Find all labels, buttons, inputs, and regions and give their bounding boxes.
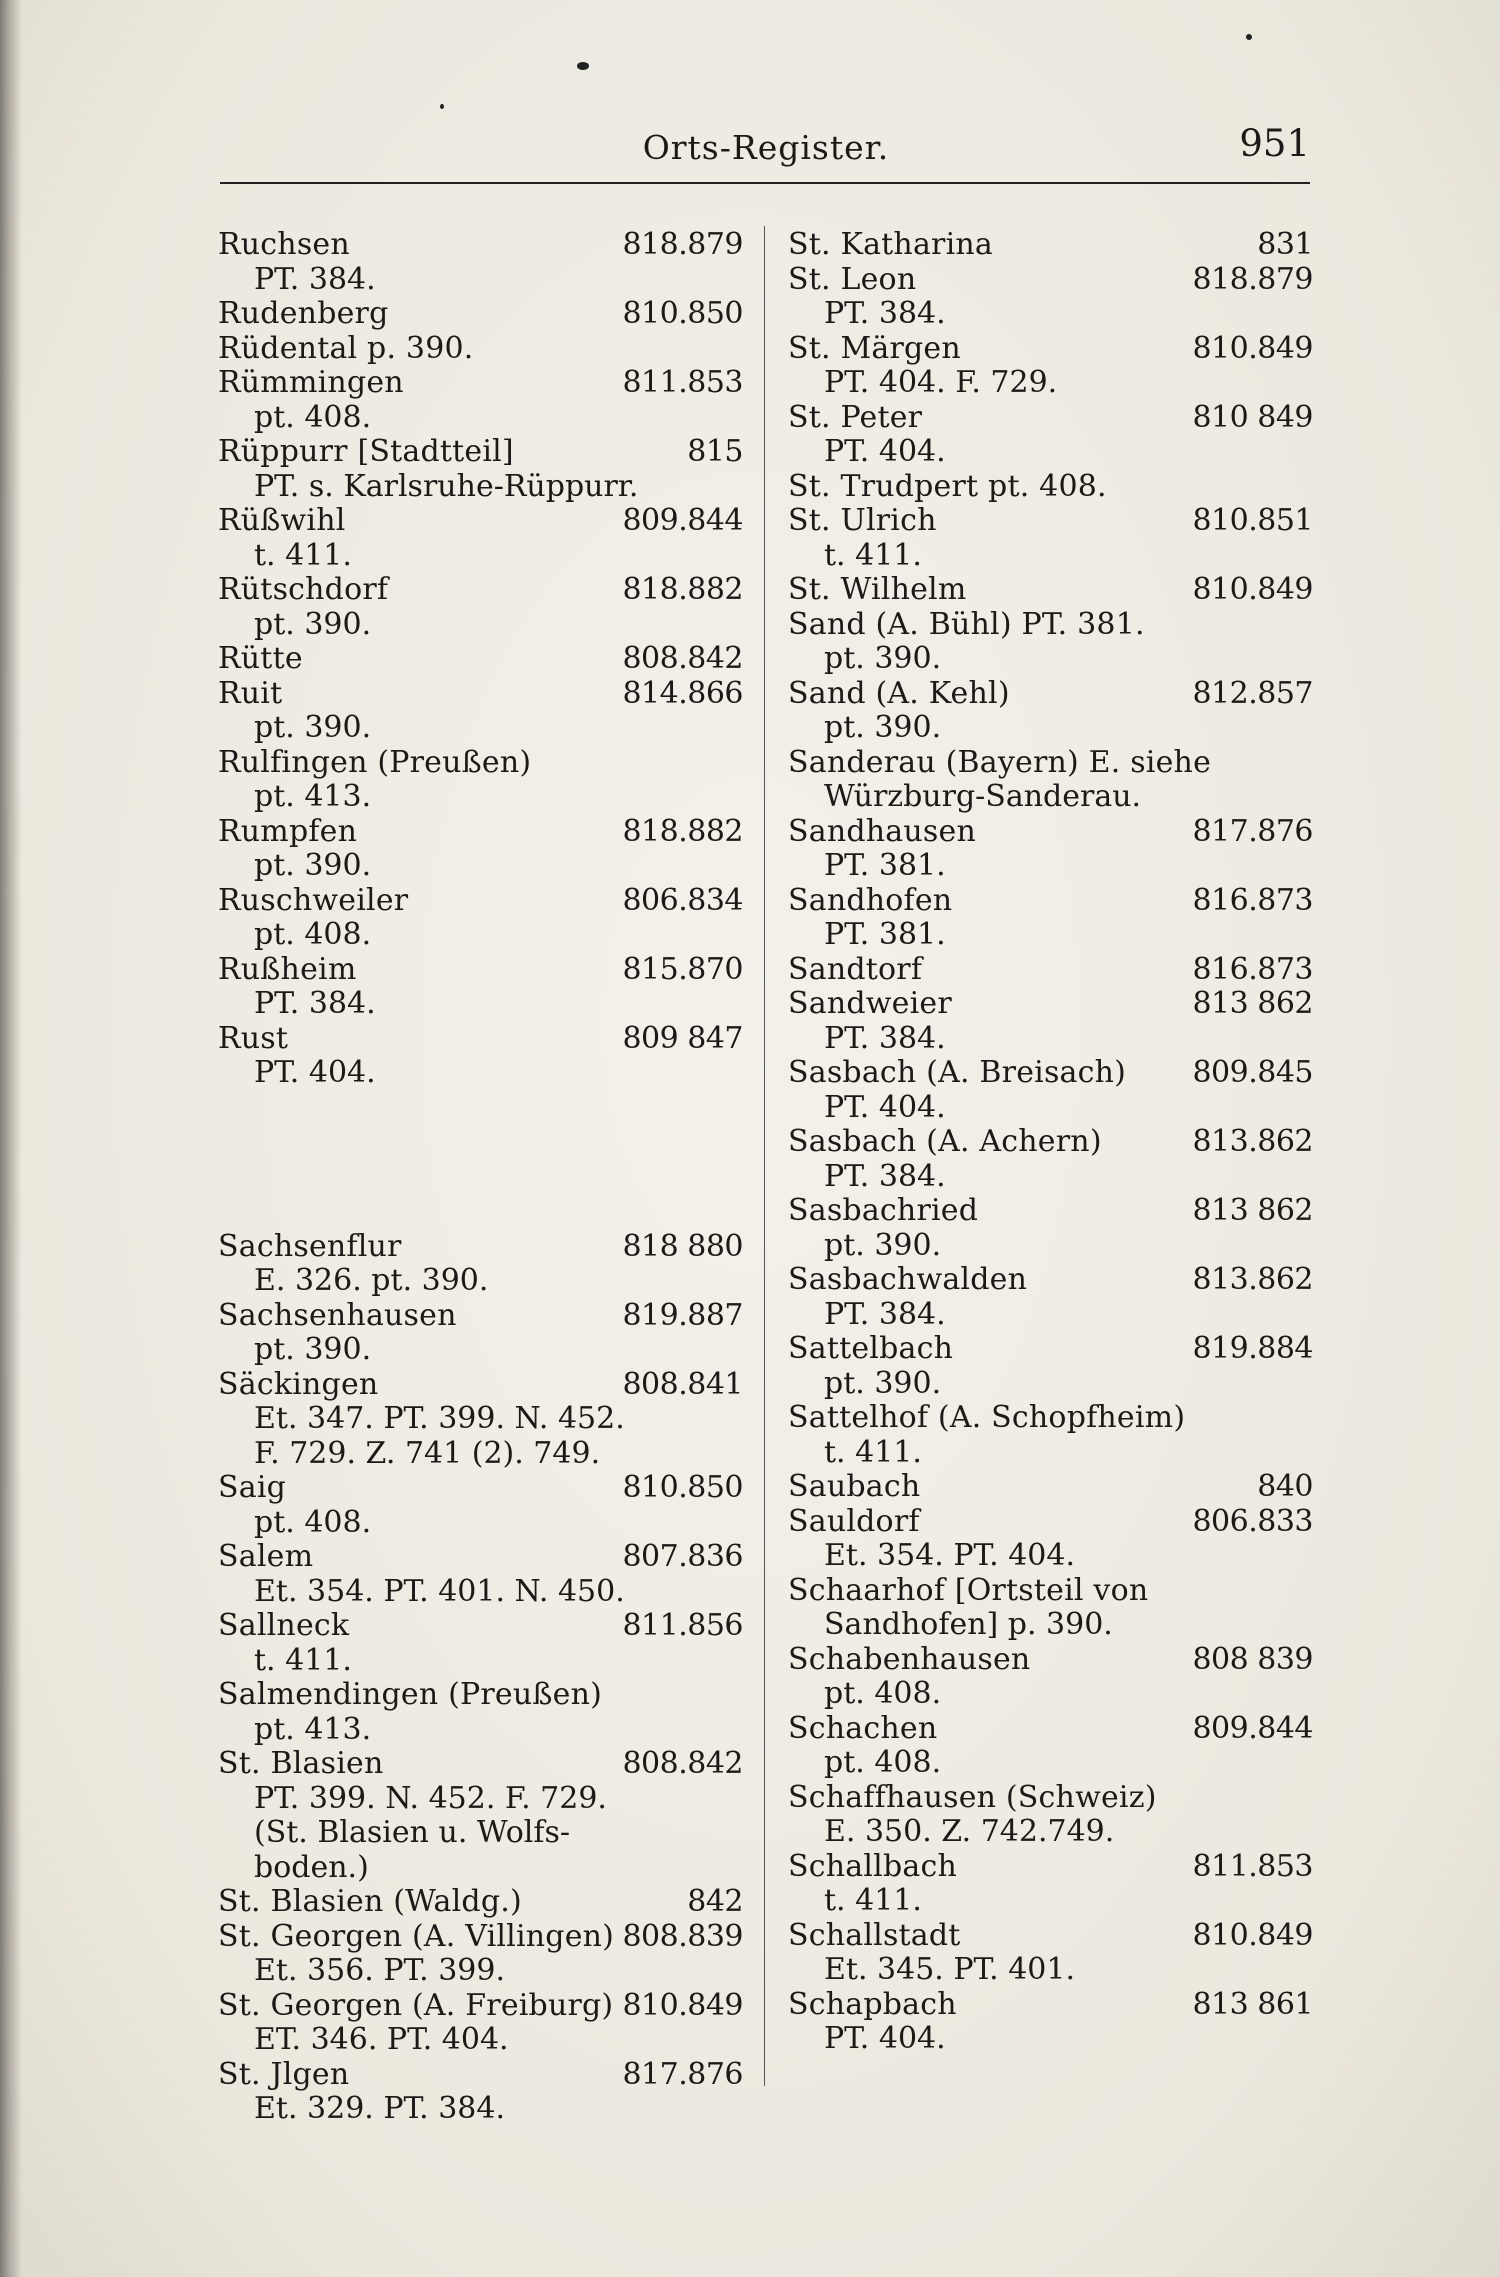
entry-page-numbers: 810.849 — [622, 1987, 743, 2023]
register-entry — [218, 1299, 743, 1368]
entry-reference-line: Et. 356. PT. 399. — [254, 1953, 506, 1988]
register-entry — [788, 746, 1313, 815]
register-entry — [788, 1332, 1313, 1401]
entry-main-line — [788, 746, 1313, 781]
entry-reference-line: PT. 384. — [254, 986, 376, 1021]
entry-main-line — [218, 2058, 743, 2093]
entry-page-numbers: 816.873 — [1192, 951, 1313, 987]
ink-speck — [577, 62, 589, 70]
place-name: St. Georgen (A. Villingen) — [218, 1918, 615, 1954]
entry-reference-line: t. 411. — [824, 537, 922, 573]
entry-page-numbers: 816.873 — [1192, 882, 1313, 918]
entry-reference-line: pt. 408. — [254, 917, 372, 952]
entry-main-line — [788, 1850, 1313, 1885]
entry-page-numbers: 812.857 — [1192, 675, 1313, 711]
register-entry — [218, 1989, 743, 2058]
entry-reference-line: PT. 384. — [824, 1158, 946, 1194]
entry-reference-line: Et. 329. PT. 384. — [254, 2091, 506, 2126]
entry-main-line — [218, 1885, 743, 1920]
register-entry — [218, 1885, 743, 1920]
place-name: St. Peter — [788, 399, 923, 435]
place-name: Sanderau (Bayern) E. siehe — [788, 744, 1212, 780]
place-name: St. Blasien (Waldg.) — [218, 1884, 522, 1919]
place-name: Sand (A. Bühl) PT. 381. — [788, 606, 1145, 642]
entry-main-line — [218, 573, 743, 608]
place-name: St. Märgen — [788, 330, 961, 366]
entry-page-numbers: 809 847 — [622, 1020, 743, 1056]
entry-main-line — [218, 435, 743, 470]
place-name: Sasbach (A. Achern) — [788, 1124, 1102, 1159]
register-entry — [218, 953, 743, 1022]
entry-reference-line: E. 326. pt. 390. — [254, 1263, 489, 1298]
entry-main-line — [788, 608, 1313, 643]
entry-main-line — [788, 401, 1313, 436]
entry-main-line — [788, 1505, 1313, 1540]
entry-page-numbers: 810.851 — [1192, 503, 1313, 538]
register-entry — [218, 1747, 743, 1885]
register-entry — [788, 1263, 1313, 1332]
entry-page-numbers: 813.862 — [1192, 1262, 1313, 1297]
register-entry — [218, 573, 743, 642]
entry-reference-line: PT. 399. N. 452. F. 729. — [254, 1780, 607, 1816]
register-entry — [218, 332, 743, 367]
entry-main-line — [218, 815, 743, 850]
entry-reference-line: pt. 413. — [254, 779, 372, 814]
register-entry — [218, 435, 743, 504]
place-name: Rulfingen (Preußen) — [218, 744, 532, 780]
entry-page-numbers: 808 839 — [1192, 1641, 1313, 1677]
right-column — [788, 228, 1313, 2057]
place-name: Schallbach — [788, 1848, 957, 1884]
left-column — [218, 228, 743, 2127]
register-entry — [218, 1230, 743, 1299]
register-entry — [788, 228, 1313, 263]
register-entry — [218, 677, 743, 746]
register-entry — [788, 1401, 1313, 1470]
entry-reference-line: PT. 404. — [824, 2021, 946, 2056]
entry-page-numbers: 819.887 — [622, 1297, 743, 1333]
entry-reference-line: PT. 384. — [824, 1296, 946, 1332]
register-entry — [218, 2058, 743, 2127]
entry-page-numbers: 813 862 — [1192, 1193, 1313, 1228]
register-entry — [788, 953, 1313, 988]
place-name: Säckingen — [218, 1366, 379, 1402]
entry-main-line — [218, 332, 743, 367]
entry-reference-line: PT. 404. — [254, 1055, 376, 1090]
entry-reference-line: F. 729. Z. 741 (2). 749. — [254, 1435, 601, 1471]
place-name: Sasbach (A. Breisach) — [788, 1055, 1127, 1090]
place-name: Schabenhausen — [788, 1641, 1031, 1677]
entry-main-line — [218, 1368, 743, 1403]
entry-page-numbers: 813 861 — [1192, 1986, 1313, 2022]
register-entry — [218, 1022, 743, 1091]
entry-page-numbers: 810.849 — [1192, 1917, 1313, 1953]
entry-page-numbers: 815 — [687, 434, 743, 469]
register-entry — [788, 1574, 1313, 1643]
entry-main-line — [218, 884, 743, 919]
entry-reference-line: PT. 404. — [824, 1089, 946, 1125]
entry-main-line — [788, 677, 1313, 712]
register-entry — [788, 608, 1313, 677]
entry-reference-line: PT. 381. — [824, 917, 946, 952]
entry-main-line — [788, 228, 1313, 263]
entry-main-line — [218, 1747, 743, 1782]
entry-main-line — [218, 1022, 743, 1057]
entry-main-line — [218, 1989, 743, 2024]
register-entry — [788, 504, 1313, 573]
place-name: Schachen — [788, 1710, 938, 1746]
register-entry — [788, 1505, 1313, 1574]
entry-page-numbers: 818 880 — [622, 1228, 743, 1264]
entry-main-line — [788, 1263, 1313, 1298]
entry-page-numbers: 831 — [1257, 227, 1313, 262]
entry-main-line — [788, 504, 1313, 539]
register-entry — [788, 677, 1313, 746]
place-name: Rumpfen — [218, 813, 358, 849]
entry-reference-line: pt. 390. — [824, 1365, 942, 1401]
entry-reference-line: pt. 413. — [254, 1711, 372, 1747]
entry-page-numbers: 808.839 — [622, 1918, 743, 1954]
entry-main-line — [788, 1401, 1313, 1436]
entry-page-numbers: 808.841 — [622, 1366, 743, 1402]
entry-page-numbers: 817.876 — [622, 2056, 743, 2092]
entry-main-line — [218, 953, 743, 988]
place-name: Sallneck — [218, 1608, 350, 1643]
register-entry — [218, 228, 743, 297]
register-entry — [788, 1850, 1313, 1919]
place-name: Sattelbach — [788, 1331, 954, 1366]
ink-speck — [1246, 34, 1252, 40]
entry-main-line — [218, 504, 743, 539]
entry-reference-line: boden.) — [254, 1849, 369, 1885]
register-entry — [788, 401, 1313, 470]
register-entry — [218, 1609, 743, 1678]
register-entry — [788, 1988, 1313, 2057]
entry-reference-line: Et. 354. PT. 401. N. 450. — [254, 1573, 625, 1609]
register-entry — [218, 884, 743, 953]
entry-main-line — [788, 815, 1313, 850]
entry-main-line — [788, 573, 1313, 608]
entry-reference-line: t. 411. — [824, 1434, 922, 1470]
place-name: St. Trudpert pt. 408. — [788, 468, 1107, 504]
place-name: Ruit — [218, 675, 283, 711]
place-name: St. Wilhelm — [788, 572, 967, 607]
place-name: Salmendingen (Preußen) — [218, 1677, 603, 1712]
place-name: Rust — [218, 1020, 289, 1056]
register-entry — [788, 1125, 1313, 1194]
place-name: Saubach — [788, 1469, 921, 1504]
entry-reference-line: t. 411. — [254, 537, 352, 573]
entry-reference-line: pt. 408. — [824, 1676, 942, 1711]
entry-reference-line: PT. 384. — [824, 296, 946, 331]
entry-page-numbers: 814.866 — [622, 675, 743, 711]
register-entry — [218, 1678, 743, 1747]
register-entry — [218, 366, 743, 435]
register-entry — [218, 746, 743, 815]
register-entry — [218, 642, 743, 677]
register-entry — [788, 470, 1313, 505]
entry-main-line — [788, 1332, 1313, 1367]
place-name: Saig — [218, 1470, 287, 1505]
entry-page-numbers: 813 862 — [1192, 986, 1313, 1021]
entry-main-line — [788, 1919, 1313, 1954]
entry-page-numbers: 811.853 — [1192, 1848, 1313, 1884]
scan-edge-shadow — [0, 0, 22, 2277]
place-name: Ruschweiler — [218, 882, 409, 918]
entry-main-line — [788, 1643, 1313, 1678]
entry-page-numbers: 810.849 — [1192, 330, 1313, 366]
register-entry — [788, 1643, 1313, 1712]
entry-reference-line: PT. 381. — [824, 848, 946, 883]
register-entry — [788, 332, 1313, 401]
place-name: Schaffhausen (Schweiz) — [788, 1779, 1157, 1815]
entry-page-numbers: 810.850 — [622, 1470, 743, 1505]
column-divider — [764, 226, 765, 2086]
page-header — [222, 118, 1310, 178]
ink-speck — [440, 104, 444, 109]
register-entry — [218, 815, 743, 884]
register-entry — [218, 504, 743, 573]
entry-page-numbers: 806.834 — [622, 882, 743, 918]
register-entry — [788, 1470, 1313, 1505]
entry-reference-line: pt. 408. — [254, 399, 372, 435]
place-name: St. Georgen (A. Freiburg) — [218, 1987, 614, 2023]
entry-reference-line: pt. 390. — [254, 710, 372, 745]
entry-reference-line: t. 411. — [824, 1883, 922, 1918]
entry-page-numbers: 806.833 — [1192, 1503, 1313, 1539]
place-name: Rütte — [218, 641, 303, 676]
entry-reference-line: Würzburg-Sanderau. — [824, 779, 1142, 814]
page-title: Orts-Register. — [642, 128, 890, 167]
entry-main-line — [788, 1056, 1313, 1091]
place-name: Sandhausen — [788, 813, 976, 849]
place-name: Sandweier — [788, 986, 952, 1021]
entry-main-line — [788, 987, 1313, 1022]
entry-reference-line: PT. 384. — [824, 1020, 946, 1056]
entry-reference-line: PT. 404. F. 729. — [824, 365, 1058, 400]
entry-main-line — [788, 332, 1313, 367]
place-name: Sasbachried — [788, 1193, 979, 1228]
entry-page-numbers: 818.882 — [622, 572, 743, 607]
entry-main-line — [218, 366, 743, 401]
entry-main-line — [788, 1125, 1313, 1160]
entry-main-line — [788, 1781, 1313, 1816]
entry-page-numbers: 817.876 — [1192, 813, 1313, 849]
entry-page-numbers: 809.844 — [622, 503, 743, 538]
entry-reference-line: Et. 345. PT. 401. — [824, 1952, 1076, 1987]
entry-reference-line: pt. 408. — [824, 1745, 942, 1780]
entry-main-line — [218, 1920, 743, 1955]
entry-main-line — [218, 1609, 743, 1644]
register-entry — [788, 1194, 1313, 1263]
entry-reference-line: pt. 390. — [824, 710, 942, 745]
entry-page-numbers: 819.884 — [1192, 1331, 1313, 1366]
entry-main-line — [788, 1712, 1313, 1747]
entry-page-numbers: 810.849 — [1192, 572, 1313, 607]
place-name: Schaarhof [Ortsteil von — [788, 1572, 1149, 1608]
place-name: Salem — [218, 1539, 314, 1574]
entry-main-line — [218, 1299, 743, 1334]
entry-main-line — [218, 297, 743, 332]
entry-page-numbers: 809.845 — [1192, 1055, 1313, 1090]
register-entry — [788, 884, 1313, 953]
place-name: Sachsenhausen — [218, 1297, 457, 1333]
place-name: St. Jlgen — [218, 2056, 350, 2092]
place-name: Rüßwihl — [218, 503, 346, 538]
entry-main-line — [218, 1230, 743, 1265]
register-entry — [218, 1368, 743, 1472]
entry-reference-line: pt. 390. — [824, 1227, 942, 1263]
register-entry — [788, 815, 1313, 884]
entry-page-numbers: 811.856 — [622, 1608, 743, 1643]
register-entry — [788, 1781, 1313, 1850]
entry-reference-line: pt. 390. — [254, 606, 372, 642]
place-name: St. Katharina — [788, 227, 993, 262]
entry-page-numbers: 815.870 — [622, 951, 743, 987]
entry-page-numbers: 842 — [687, 1884, 743, 1919]
entry-main-line — [218, 1540, 743, 1575]
entry-page-numbers: 818.879 — [622, 227, 743, 262]
place-name: Ruchsen — [218, 227, 350, 262]
entry-main-line — [788, 884, 1313, 919]
place-name: St. Leon — [788, 261, 917, 297]
register-entry — [788, 1919, 1313, 1988]
place-name: Rümmingen — [218, 365, 404, 400]
entry-reference-line: ET. 346. PT. 404. — [254, 2022, 509, 2057]
place-name: St. Blasien — [218, 1746, 384, 1781]
entry-reference-line: (St. Blasien u. Wolfs- — [254, 1815, 570, 1850]
entry-main-line — [788, 470, 1313, 505]
entry-page-numbers: 809.844 — [1192, 1710, 1313, 1746]
place-name: Sattelhof (A. Schopfheim) — [788, 1400, 1186, 1435]
register-entry — [788, 1056, 1313, 1125]
place-name: St. Ulrich — [788, 503, 937, 538]
entry-main-line — [788, 1470, 1313, 1505]
entry-main-line — [218, 1471, 743, 1506]
register-entry — [218, 1920, 743, 1989]
page-number: 951 — [1239, 122, 1310, 165]
register-entry — [788, 263, 1313, 332]
place-name: Schallstadt — [788, 1917, 961, 1953]
place-name: Sauldorf — [788, 1503, 920, 1539]
entry-page-numbers: 808.842 — [622, 641, 743, 676]
entry-main-line — [218, 1678, 743, 1713]
register-entry — [788, 987, 1313, 1056]
entry-reference-line: PT. 384. — [254, 261, 376, 297]
register-entry — [218, 297, 743, 332]
entry-page-numbers: 810 849 — [1192, 399, 1313, 435]
entry-page-numbers: 810.850 — [622, 296, 743, 331]
header-rule — [220, 182, 1310, 184]
entry-main-line — [218, 746, 743, 781]
entry-main-line — [218, 677, 743, 712]
entry-page-numbers: 808.842 — [622, 1746, 743, 1781]
register-entry — [218, 1471, 743, 1540]
entry-reference-line: pt. 408. — [254, 1504, 372, 1540]
entry-page-numbers: 840 — [1257, 1469, 1313, 1504]
place-name: Rüdental p. 390. — [218, 330, 474, 366]
place-name: Sandhofen — [788, 882, 953, 918]
entry-reference-line: Sandhofen] p. 390. — [824, 1607, 1113, 1642]
entry-main-line — [788, 1988, 1313, 2023]
entry-main-line — [788, 953, 1313, 988]
register-entry — [218, 1540, 743, 1609]
entry-main-line — [218, 228, 743, 263]
entry-reference-line: t. 411. — [254, 1642, 352, 1678]
register-entry — [788, 573, 1313, 608]
entry-reference-line: PT. s. Karlsruhe-Rüppurr. — [254, 468, 639, 504]
entry-main-line — [788, 263, 1313, 298]
entry-reference-line: Et. 354. PT. 404. — [824, 1538, 1076, 1573]
entry-reference-line: pt. 390. — [254, 848, 372, 883]
place-name: Sachsenflur — [218, 1228, 402, 1264]
place-name: Rußheim — [218, 951, 357, 987]
place-name: Sandtorf — [788, 951, 923, 987]
entry-reference-line: pt. 390. — [824, 641, 942, 676]
place-name: Schapbach — [788, 1986, 957, 2022]
place-name: Rüppurr [Stadtteil] — [218, 434, 514, 469]
entry-reference-line: E. 350. Z. 742.749. — [824, 1814, 1115, 1849]
place-name: Rudenberg — [218, 296, 389, 331]
entry-page-numbers: 818.882 — [622, 813, 743, 849]
entry-reference-line: Et. 347. PT. 399. N. 452. — [254, 1401, 625, 1436]
entry-main-line — [788, 1574, 1313, 1609]
entry-main-line — [218, 642, 743, 677]
entry-reference-line: pt. 390. — [254, 1332, 372, 1367]
entry-page-numbers: 807.836 — [622, 1539, 743, 1574]
entry-page-numbers: 818.879 — [1192, 261, 1313, 297]
entry-main-line — [788, 1194, 1313, 1229]
place-name: Sasbachwalden — [788, 1262, 1028, 1297]
entry-page-numbers: 813.862 — [1192, 1124, 1313, 1159]
register-entry — [788, 1712, 1313, 1781]
entry-reference-line: PT. 404. — [824, 434, 946, 469]
place-name: Sand (A. Kehl) — [788, 675, 1010, 711]
entry-page-numbers: 811.853 — [622, 365, 743, 400]
place-name: Rütschdorf — [218, 572, 389, 607]
